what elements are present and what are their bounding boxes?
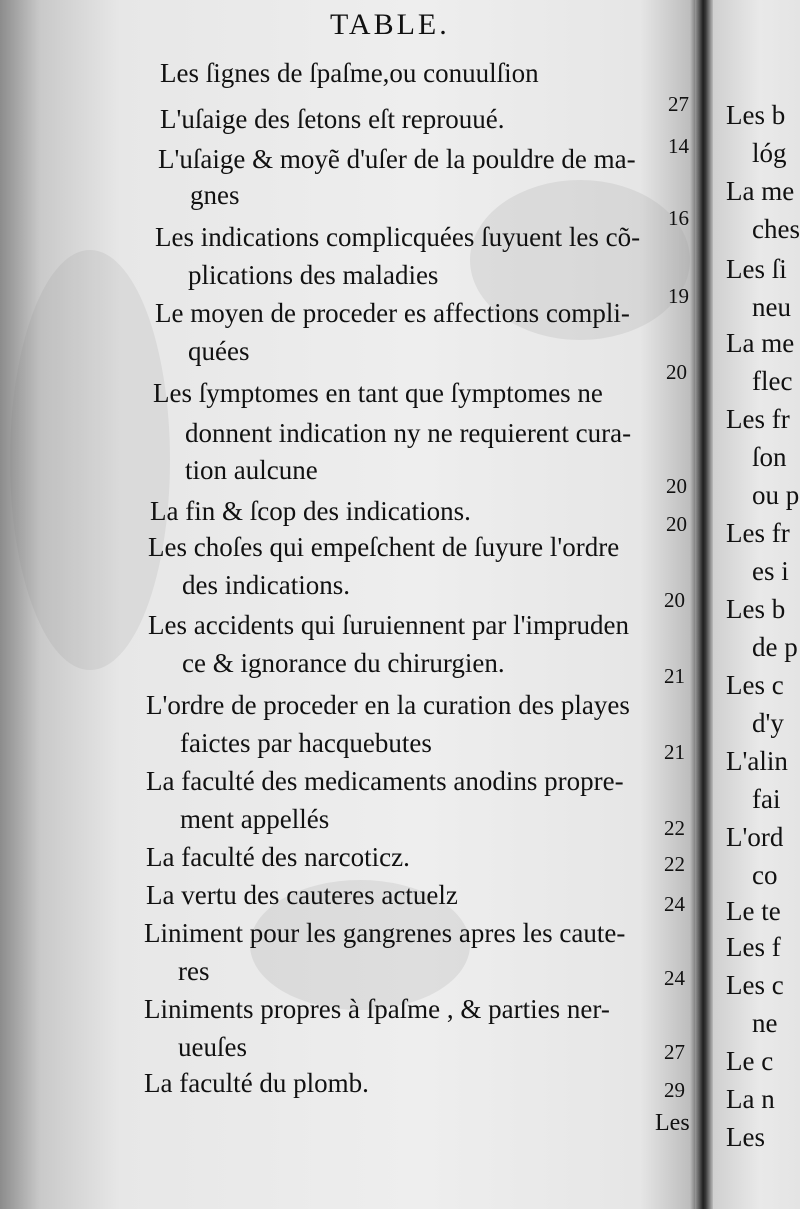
right-page: [712, 0, 800, 1209]
entry-line: L'uſaige des ſetons eſt reprouué.: [160, 104, 505, 134]
right-page-fragment: co: [752, 860, 778, 890]
right-page-fragment: ſon: [752, 442, 787, 472]
entry-line: plications des maladies: [188, 260, 439, 290]
right-page-fragment: neu: [752, 292, 791, 322]
right-page-fragment: Le c: [726, 1046, 774, 1076]
page-title: TABLE.: [330, 8, 450, 41]
right-page-fragment: Les f: [726, 932, 781, 962]
entry-line: Les ſignes de ſpaſme,ou conuulſion: [160, 58, 539, 88]
right-page-fragment: L'alin: [726, 746, 788, 776]
entry-line: La fin & ſcop des indications.: [150, 496, 471, 526]
catchword: Les: [655, 1110, 690, 1136]
entry-line: gnes: [190, 180, 240, 210]
right-page-fragment: Les fr: [726, 518, 790, 548]
right-page-fragment: L'ord: [726, 822, 784, 852]
right-page-fragment: fai: [752, 784, 781, 814]
book-gutter: [695, 0, 713, 1209]
right-page-fragment: ou p: [752, 480, 800, 510]
right-page-fragment: La me: [726, 176, 795, 206]
entry-page-number: 19: [668, 284, 689, 308]
entry-line: donnent indication ny ne requierent cura-: [185, 418, 632, 448]
entry-line: Liniments propres à ſpaſme , & parties ner-: [144, 994, 610, 1024]
entry-page-number: 20: [666, 512, 687, 536]
right-page-fragment: es i: [752, 556, 789, 586]
entry-page-number: 20: [664, 588, 685, 612]
entry-line: La vertu des cauteres actuelz: [146, 880, 458, 910]
entry-page-number: 27: [664, 1040, 685, 1064]
entry-line: La faculté des narcoticz.: [146, 842, 410, 872]
entry-line: ueuſes: [178, 1032, 247, 1062]
right-page-fragment: La me: [726, 328, 795, 358]
entry-line: Les accidents qui ſuruiennent par l'impruden: [148, 610, 629, 640]
entry-page-number: 27: [668, 92, 689, 116]
entry-page-number: 14: [668, 134, 689, 158]
entry-line: tion aulcune: [185, 455, 318, 485]
right-page-fragment: Les: [726, 1122, 765, 1152]
entry-line: ment appellés: [180, 804, 330, 834]
entry-line: Les indications complicquées ſuyuent les cõ-: [155, 222, 641, 252]
right-page-fragment: Les fr: [726, 404, 790, 434]
right-page-fragment: de p: [752, 632, 798, 662]
entry-line: des indications.: [182, 570, 350, 600]
entry-page-number: 21: [664, 740, 685, 764]
right-page-fragment: flec: [752, 366, 793, 396]
entry-page-number: 21: [664, 664, 685, 688]
entry-page-number: 22: [664, 816, 685, 840]
entry-line: Les ſymptomes en tant que ſymptomes ne: [153, 378, 603, 408]
right-page-fragment: Les c: [726, 670, 784, 700]
right-page-fragment: La n: [726, 1084, 775, 1114]
entry-page-number: 29: [664, 1078, 685, 1102]
entry-line: Le moyen de proceder es affections compli-: [155, 298, 630, 328]
entry-line: La faculté des medicaments anodins propre-: [146, 766, 624, 796]
right-page-fragment: Le te: [726, 896, 781, 926]
entry-page-number: 20: [666, 474, 687, 498]
right-page-fragment: d'y: [752, 708, 784, 738]
entry-line: res: [178, 956, 210, 986]
entry-line: Les choſes qui empeſchent de ſuyure l'ordre: [148, 532, 620, 562]
entry-line: ce & ignorance du chirurgien.: [182, 648, 505, 678]
right-page-fragment: ne: [752, 1008, 778, 1038]
right-page-fragment: Les b: [726, 100, 786, 130]
right-page-fragment: lóg: [752, 138, 787, 168]
entry-page-number: 20: [666, 360, 687, 384]
entry-page-number: 24: [664, 892, 685, 916]
entry-page-number: 24: [664, 966, 685, 990]
right-page-fragment: ches: [752, 214, 800, 244]
right-page-fragment: Les b: [726, 594, 786, 624]
entry-page-number: 22: [664, 852, 685, 876]
entry-line: La faculté du plomb.: [144, 1068, 369, 1098]
entry-line: quées: [188, 336, 250, 366]
entry-line: L'uſaige & moyẽ d'uſer de la pouldre de ma-: [158, 144, 636, 174]
entry-line: L'ordre de proceder en la curation des playes: [146, 690, 630, 720]
entry-line: faictes par hacquebutes: [180, 728, 432, 758]
right-page-fragment: Les c: [726, 970, 784, 1000]
entry-line: Liniment pour les gangrenes apres les caute-: [144, 918, 626, 948]
right-page-fragment: Les ſi: [726, 254, 787, 284]
entry-page-number: 16: [668, 206, 689, 230]
